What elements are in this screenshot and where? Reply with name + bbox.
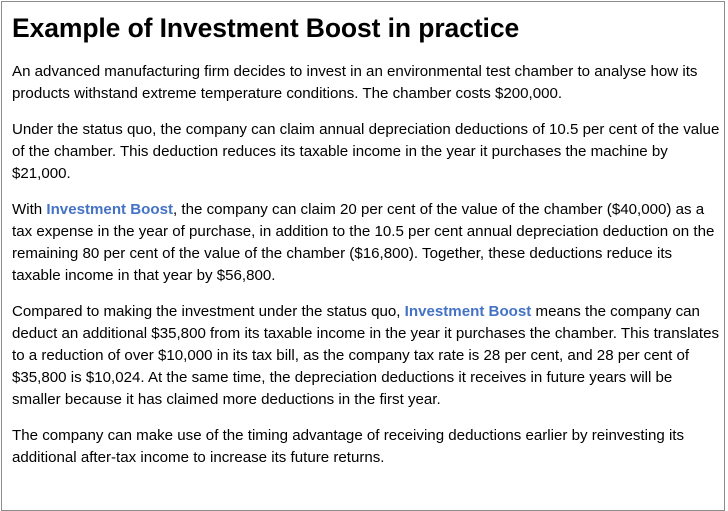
paragraph-with-investment-boost bbox=[12, 199, 720, 287]
investment-boost-term: Investment Boost bbox=[404, 303, 532, 320]
paragraph-text: means the company can deduct an additional $35,800 from its taxable income in the year it purchases the chamber. This translates to a reduction of over $10,000 in its tax bill, as the company tax rate is 28 per cent, and 28 per cent of $35,800 is $10,024. At the same time, the depreciation deductions it receives in future years will be smaller because it has claimed more deductions in the first year. bbox=[12, 303, 720, 408]
document-body bbox=[12, 10, 720, 469]
paragraph-intro: An advanced manufacturing firm decides to invest in an environmental test chamber to analyse how its products withstand extreme temperature conditions. The chamber costs $200,000. bbox=[12, 63, 698, 102]
paragraph-text: With bbox=[12, 201, 47, 218]
paragraph-timing-advantage: The company can make use of the timing advantage of receiving deductions earlier by reinvesting its additional after-tax income to increase its future returns. bbox=[12, 427, 685, 466]
paragraph-comparison bbox=[12, 301, 720, 411]
paragraph-text: Compared to making the investment under the status quo, bbox=[12, 303, 405, 320]
page-title: Example of Investment Boost in practice bbox=[12, 13, 520, 43]
investment-boost-term: Investment Boost bbox=[46, 201, 174, 218]
paragraph-status-quo: Under the status quo, the company can claim annual depreciation deductions of 10.5 per cent of the value of the chamber. This deduction reduces its taxable income in the year it purchases the machine by $21,000. bbox=[12, 121, 720, 182]
paragraph-text: , the company can claim 20 per cent of the value of the chamber ($40,000) as a tax expense in the year of purchase, in addition to the 10.5 per cent annual depreciation deduction on the remaining 80 per cent of the value of the chamber ($16,800). Together, these deductions reduce its taxable income in that year by $56,800. bbox=[12, 201, 715, 284]
